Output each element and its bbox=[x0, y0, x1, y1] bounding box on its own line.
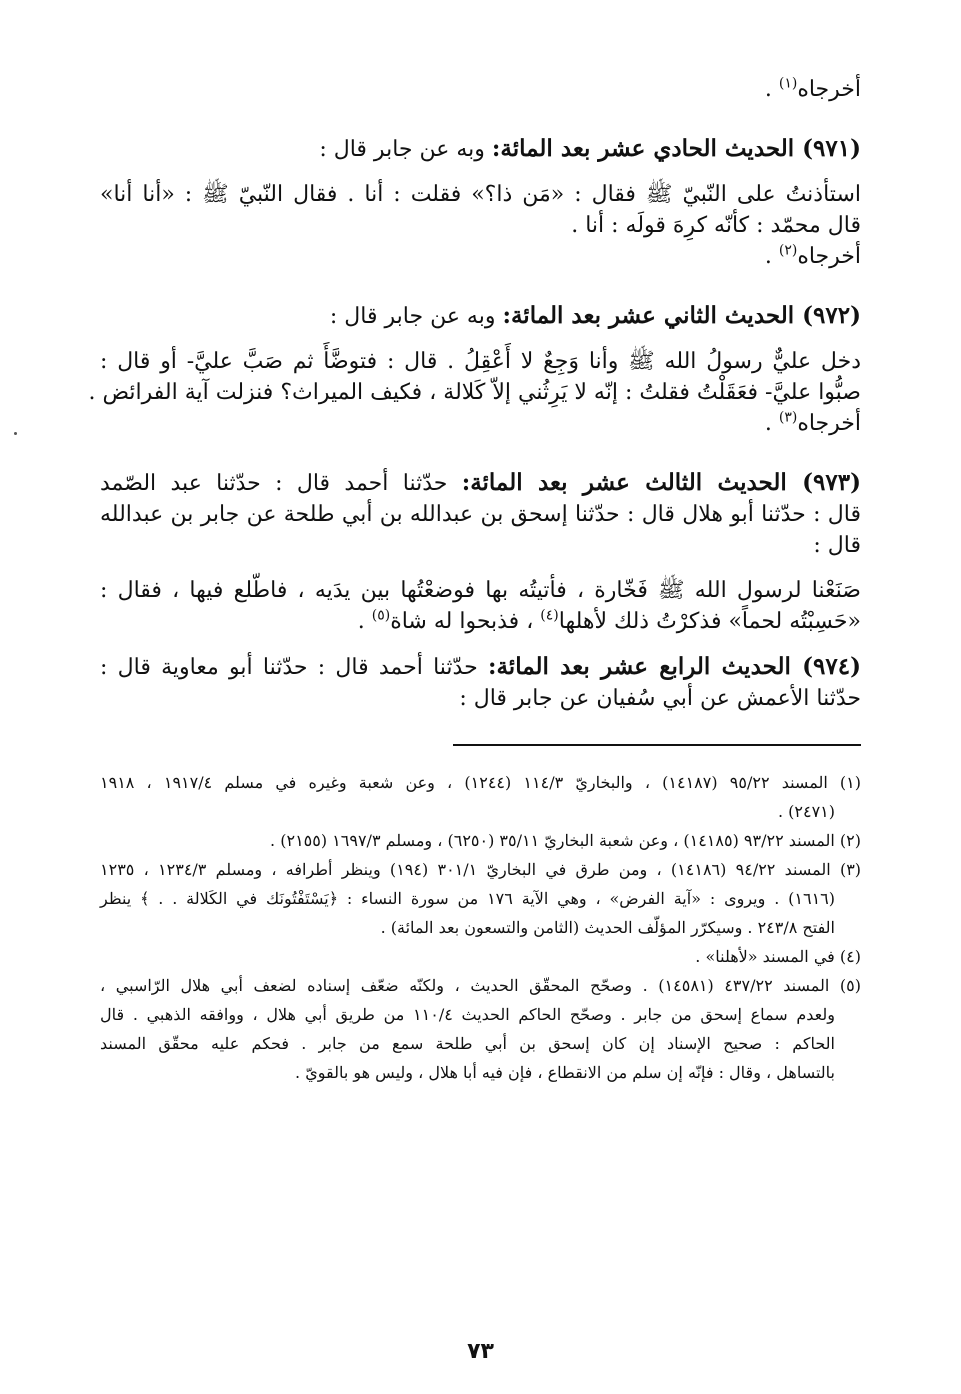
text-line: قال محمّد : كأنّه كرِهَ قولَه : أنا . bbox=[571, 213, 861, 238]
footnotes bbox=[100, 768, 861, 1087]
heading-text: حدّثنا أحمد قال : حدّثنا أبو معاوية قال : bbox=[100, 655, 488, 680]
text-line: استأذنتُ على النّبيّ ﷺ فقال : «مَن ذا؟» فقلت : أنا . فقال النّبيّ ﷺ : «أنا أنا» bbox=[100, 182, 861, 207]
footnote-3: (٣) المسند ٩٤/٢٢ (١٤١٨٦) ، ومن طرق في البخاريّ ٣٠١/١ (١٩٤) وينظر أطرافه ، ومسلم ١٢٣٤/٣ ، ١٢٣٥ bbox=[100, 860, 862, 879]
footnote-separator bbox=[453, 744, 861, 746]
footnote-line: بالتساهل ، وقال : فإنّه إن سلم من الانقطاع ، فإن فيه أبا هلال ، وليس هو بالقويّ . bbox=[295, 1063, 835, 1082]
footnote-ref: (١) bbox=[778, 75, 798, 92]
footnote-1: (١) المسند ٩٥/٢٢ (١٤١٨٧) ، والبخاريّ ١١٤/٣ (١٢٤٤) ، وعن شعبة وغيره في مسلم ١٩١٧/٤ ، ١٩١٨ bbox=[100, 773, 862, 792]
line-text: . bbox=[764, 411, 779, 436]
line-text: أخرجاه bbox=[797, 411, 861, 436]
line-text: أخرجاه bbox=[797, 244, 861, 269]
text-line bbox=[100, 241, 861, 272]
heading-text: وبه عن جابر قال : bbox=[319, 137, 492, 162]
hadith-heading-971 bbox=[100, 133, 861, 165]
text-line: صبُّوا عليَّ- فعَقَلْتُ فقلتُ : إنّه لا يَرِثُني إلاّ كَلالة ، فكيف الميراث؟ فنزلت آية الفرائض . bbox=[88, 380, 861, 405]
line-text: «حَسِبْتُه لحماً» فذكرْتُ ذلك لأهلها bbox=[558, 609, 861, 634]
hadith-heading-973 bbox=[100, 467, 861, 499]
hadith-heading-974 bbox=[100, 651, 861, 683]
line-text: ، فذبحوا له شاة bbox=[390, 609, 541, 634]
footnote-ref: (٢) bbox=[778, 242, 798, 259]
footnote-4: (٤) في المسند «لأهلنا» . bbox=[695, 947, 861, 966]
footnote-ref: (٥) bbox=[371, 607, 391, 624]
text-line: قال : حدّثنا أبو هلال قال : حدّثنا إسحق بن عبدالله بن أبي طلحة عن جابر بن عبدالله bbox=[100, 502, 861, 527]
text-line bbox=[100, 74, 861, 105]
text-line: دخل عليٌّ رسولُ الله ﷺ وأنا وَجِعٌ لا أَعْقِلُ . قال : فتوضَّأَ ثم صَبَّ عليَّ- أو قال : bbox=[100, 349, 861, 374]
line-text: . bbox=[357, 609, 372, 634]
text-line: حدّثنا الأعمش عن أبي سُفيان عن جابر قال : bbox=[459, 686, 861, 711]
line-text: . bbox=[764, 77, 779, 102]
footnote-line: ولعدم سماع إسحق من جابر . وصحّح الحاكم الحديث ١١٠/٤ من طريق أبي هلال ، ووافقه الذهبي . قال bbox=[100, 1005, 835, 1024]
footnote-line: الفتح ٢٤٣/٨ . وسيكرّر المؤلّف الحديث (الثامن والتسعون بعد المائة) . bbox=[380, 918, 835, 937]
page-number: ٧٣ bbox=[467, 1339, 494, 1364]
footnote-line: (١٦١٦) . ويروى : «آية الفرض» ، وهي الآية ١٧٦ من سورة النساء : ﴿يَسْتَفْتُونَك في الكَلالة . . ﴾ ينظر bbox=[100, 889, 835, 908]
line-text: أخرجاه bbox=[797, 77, 861, 102]
text-line bbox=[100, 408, 861, 439]
text-line: قال : bbox=[813, 533, 861, 558]
line-text: . bbox=[764, 244, 779, 269]
footnote-ref: (٤) bbox=[540, 607, 559, 624]
footnote-line: (٢٤٧١) . bbox=[777, 802, 835, 821]
footnote-5: (٥) المسند ٤٣٧/٢٢ (١٤٥٨١) . وصحّح المحقّق الحديث ، ولكنّه ضعّف إسناده لضعف أبي هلال الرّاسبي ، bbox=[100, 976, 862, 995]
heading-text: وبه عن جابر قال : bbox=[329, 304, 503, 329]
hadith-number-label: (٩٧١) الحديث الحادي عشر بعد المائة: bbox=[491, 135, 861, 162]
text-line: صَنَعْنا لرسول الله ﷺ فَخّارة ، فأتيتُه بها فوضعْتُها بين يدَيه ، فاطّلع فيها ، فقال : bbox=[100, 578, 861, 603]
hadith-heading-972 bbox=[100, 300, 861, 332]
footnote-2: (٢) المسند ٩٣/٢٢ (١٤١٨٥) ، وعن شعبة البخاريّ ٣٥/١١ (٦٢٥٠) ، ومسلم ١٦٩٧/٣ (٢١٥٥) . bbox=[270, 831, 861, 850]
heading-text: حدّثنا أحمد قال : حدّثنا عبد الصّمد bbox=[100, 471, 462, 496]
hadith-number-label: (٩٧٣) الحديث الثالث عشر بعد المائة: bbox=[461, 469, 861, 496]
footnote-line: الحاكم : صحيح الإسناد إن كان إسحق بن أبي طلحة سمع من جابر . فحكم عليه محقّق المسند bbox=[100, 1034, 835, 1053]
hadith-number-label: (٩٧٢) الحديث الثاني عشر بعد المائة: bbox=[502, 302, 861, 329]
footnote-ref: (٣) bbox=[778, 409, 798, 426]
scan-speck bbox=[14, 432, 17, 435]
hadith-number-label: (٩٧٤) الحديث الرابع عشر بعد المائة: bbox=[487, 653, 861, 680]
text-line bbox=[100, 606, 861, 637]
